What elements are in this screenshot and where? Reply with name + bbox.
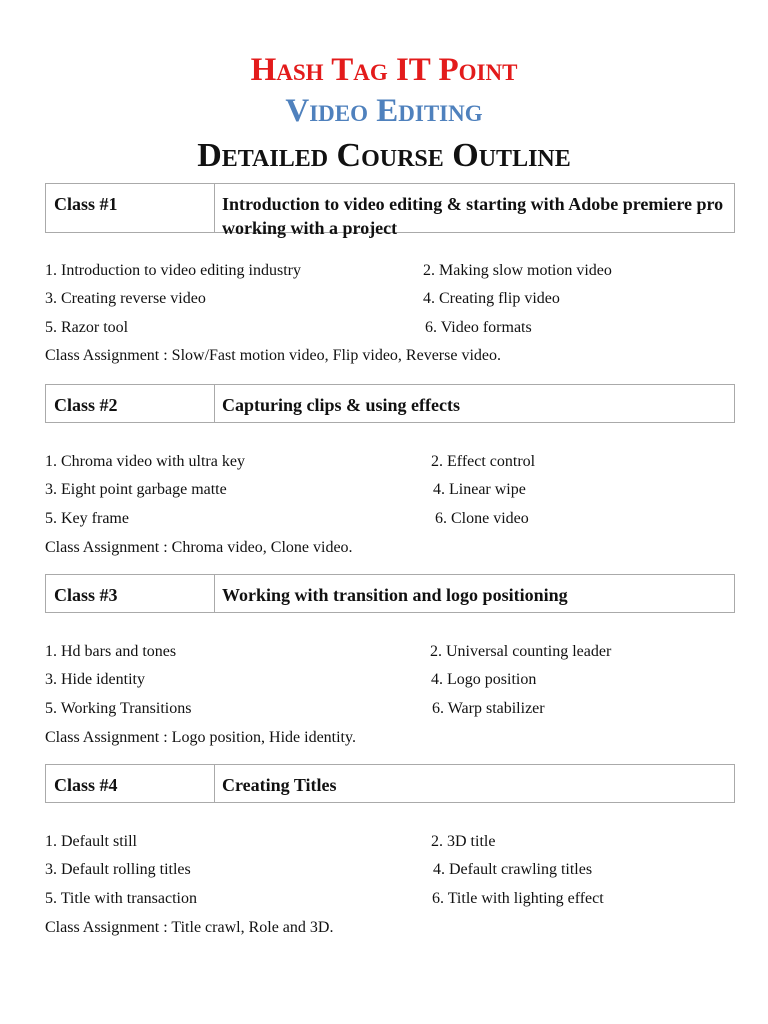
class-1-header bbox=[45, 183, 735, 238]
class-2-label: Class #2 bbox=[46, 385, 215, 422]
class-3-item-5: 5. Working Transitions bbox=[45, 700, 192, 717]
class-3-item-2: 2. Universal counting leader bbox=[430, 643, 612, 660]
class-3-item-3: 3. Hide identity bbox=[45, 671, 145, 688]
class-2-item-6: 6. Clone video bbox=[435, 510, 529, 527]
class-3-item-6: 6. Warp stabilizer bbox=[432, 700, 545, 717]
class-4-item-2: 2. 3D title bbox=[431, 833, 496, 850]
class-4-item-4: 4. Default crawling titles bbox=[433, 861, 593, 878]
class-1-item-1: 1. Introduction to video editing industry bbox=[45, 262, 301, 279]
class-1-item-2: 2. Making slow motion video bbox=[423, 262, 612, 279]
class-3-item-4: 4. Logo position bbox=[431, 671, 537, 688]
class-3-assignment: Class Assignment : Logo position, Hide identity. bbox=[45, 729, 356, 746]
class-4-item-3: 3. Default rolling titles bbox=[45, 861, 191, 878]
class-1-label: Class #1 bbox=[46, 184, 215, 232]
class-1-assignment: Class Assignment : Slow/Fast motion video, Flip video, Reverse video. bbox=[45, 347, 501, 364]
class-2-item-2: 2. Effect control bbox=[431, 453, 536, 470]
class-4-assignment: Class Assignment : Title crawl, Role and 3D. bbox=[45, 919, 334, 936]
class-4-item-6: 6. Title with lighting effect bbox=[432, 890, 604, 907]
class-4-label: Class #4 bbox=[46, 765, 215, 802]
class-3-item-1: 1. Hd bars and tones bbox=[45, 643, 177, 660]
class-4-header bbox=[45, 764, 735, 803]
course-name: Video Editing bbox=[285, 93, 483, 129]
class-4-item-1: 1. Default still bbox=[45, 833, 137, 850]
class-2-assignment: Class Assignment : Chroma video, Clone video. bbox=[45, 539, 353, 556]
class-2-header bbox=[45, 384, 735, 423]
class-2-item-5: 5. Key frame bbox=[45, 510, 129, 527]
class-2-item-4: 4. Linear wipe bbox=[433, 481, 526, 498]
class-3-title: Working with transition and logo positioning bbox=[222, 585, 568, 605]
class-2-item-3: 3. Eight point garbage matte bbox=[45, 481, 227, 498]
class-1-item-5: 5. Razor tool bbox=[45, 319, 129, 336]
class-4-title: Creating Titles bbox=[222, 775, 337, 795]
document-title: Detailed Course Outline bbox=[197, 137, 571, 174]
class-4-item-5: 5. Title with transaction bbox=[45, 890, 197, 907]
class-1-item-4: 4. Creating flip video bbox=[423, 290, 560, 307]
class-3-label: Class #3 bbox=[46, 575, 215, 612]
class-1-item-6: 6. Video formats bbox=[425, 319, 532, 336]
class-2-item-1: 1. Chroma video with ultra key bbox=[45, 453, 245, 470]
school-name: Hash Tag IT Point bbox=[250, 52, 518, 88]
class-3-header bbox=[45, 574, 735, 613]
class-1-title: Introduction to video editing & starting with Adobe premiere pro working with a project bbox=[222, 194, 724, 238]
class-2-title: Capturing clips & using effects bbox=[222, 395, 460, 415]
class-1-item-3: 3. Creating reverse video bbox=[45, 290, 206, 307]
